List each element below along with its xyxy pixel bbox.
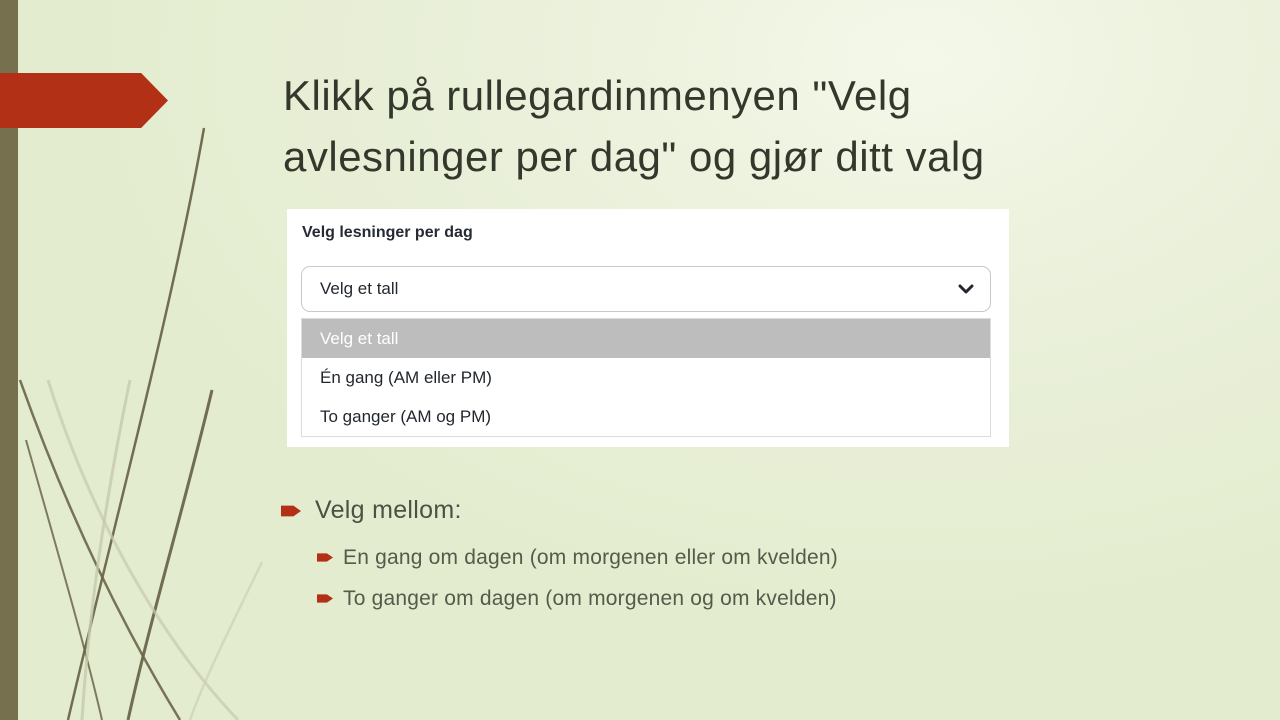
option-to-ganger[interactable] [302, 397, 990, 436]
bullet-sub-text-1: En gang om dagen (om morgenen eller om kvelden) [343, 546, 839, 569]
option-label: Velg et tall [320, 328, 399, 348]
arrow-bullet-icon [317, 552, 333, 563]
arrow-bullet-icon [281, 504, 301, 518]
option-en-gang[interactable] [302, 358, 990, 397]
bullet-item-sub-2 [317, 587, 838, 611]
dropdown-screenshot-panel [287, 209, 1009, 447]
select-option-list [301, 318, 991, 437]
bullet-main-text: Velg mellom: [315, 496, 462, 524]
bullet-item-sub-1 [317, 546, 838, 570]
page-title [283, 66, 1243, 188]
option-label: Én gang (AM eller PM) [320, 367, 492, 387]
option-label: To ganger (AM og PM) [320, 406, 492, 426]
chevron-down-icon [958, 284, 974, 294]
bullet-list [281, 496, 838, 628]
title-arrow-accent [0, 73, 168, 128]
select-field-label: Velg lesninger per dag [302, 224, 473, 241]
bullet-sub-text-2: To ganger om dagen (om morgenen og om kvelden) [343, 587, 837, 610]
arrow-bullet-icon [317, 593, 333, 604]
option-velg-et-tall[interactable] [302, 319, 990, 358]
bullet-item-main [281, 496, 838, 525]
page-title-line2: avlesninger per dag" og gjør ditt valg [283, 132, 985, 180]
page-title-line1: Klikk på rullegardinmenyen "Velg [283, 72, 912, 119]
readings-per-day-select[interactable] [301, 266, 991, 312]
select-current-value: Velg et tall [320, 279, 399, 298]
